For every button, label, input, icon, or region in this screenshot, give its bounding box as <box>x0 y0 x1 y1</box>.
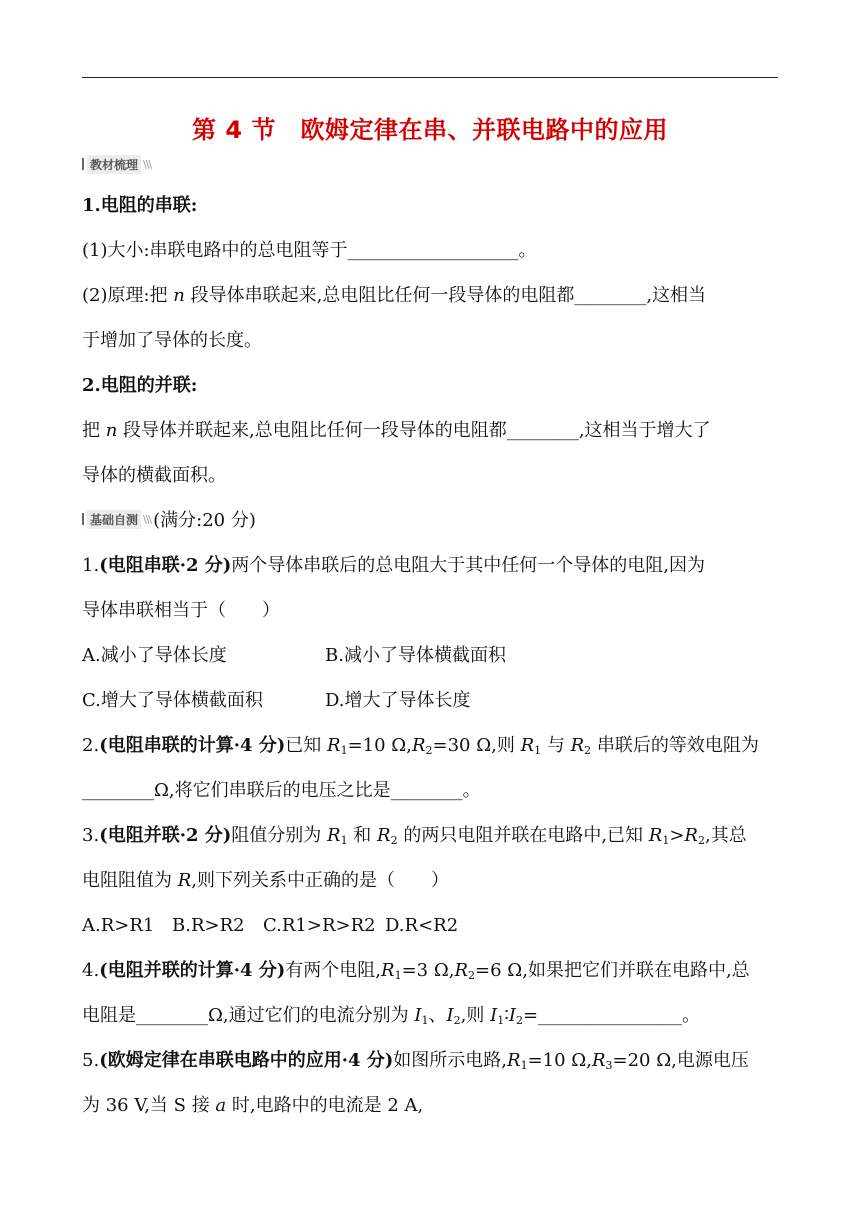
q3-option-b[interactable]: B.R>R2 <box>172 915 245 936</box>
series-principle-line-2: 于增加了导体的长度。 <box>82 330 262 351</box>
q1-option-b[interactable]: B.减小了导体横截面积 <box>325 645 506 666</box>
section-title: 第 4 节 欧姆定律在串、并联电路中的应用 <box>192 116 668 144</box>
question-4-line-2: 电阻是________Ω,通过它们的电流分别为 $I_1$、$I_2$,则 $I_1∶I_2=\_\_\_\_\_\_\_\_\_\_\_\_\_\_\_\_$。 <box>82 1005 701 1027</box>
question-4: 4.(电阻并联的计算·4 分)有两个电阻$,R_1=3$ $\Omega,R_2=6$ Ω,如果把它们并联在电路中,总 <box>82 960 750 982</box>
question-tag: (电阻串联·2 分) <box>99 555 232 576</box>
question-tag: (电阻并联·2 分) <box>99 825 232 846</box>
q1-option-c[interactable]: C.增大了导体横截面积 <box>82 690 263 711</box>
parallel-line: 把 n 段导体并联起来,总电阻比任何一段导体的电阻都________,这相当于增大了 <box>82 420 711 441</box>
question-2: 2.(电阻串联的计算·4 分)已知 $R_1=10$ $\Omega,R_2=30$ Ω,则 $R_1$ 与 $R_2$ 串联后的等效电阻为 <box>82 735 759 757</box>
question-5: 5.(欧姆定律在串联电路中的应用·4 分)如图所示电路$,R_1=10$ $\Omega,R_3=20$ Ω,电源电压 <box>82 1050 749 1072</box>
q3-option-d[interactable]: D.R<R2 <box>385 915 459 936</box>
question-1: 1.(电阻串联·2 分)两个导体串联后的总电阻大于其中任何一个导体的电阻,因为 <box>82 555 706 576</box>
q1-option-a[interactable]: A.减小了导体长度 <box>82 645 227 666</box>
q3-option-a[interactable]: A.R>R1 <box>82 915 155 936</box>
tag-basic-test <box>82 510 256 531</box>
series-size-line: (1)大小:串联电路中的总电阻等于___________________。 <box>82 240 537 261</box>
question-1-line-2: 导体串联相当于（ ） <box>82 600 280 621</box>
question-tag: (电阻串联的计算·4 分) <box>99 735 286 756</box>
q3-option-c[interactable]: C.R1>R>R2 <box>263 915 376 936</box>
tag-label: 基础自测 <box>87 510 141 529</box>
question-tag: (电阻并联的计算·4 分) <box>99 960 286 981</box>
question-tag: (欧姆定律在串联电路中的应用·4 分) <box>99 1050 394 1071</box>
tag-bar <box>82 158 84 170</box>
series-principle-line: (2)原理:把 n 段导体串联起来,总电阻比任何一段导体的电阻都________,这相当 <box>82 285 707 306</box>
tag-bar <box>82 513 84 525</box>
parallel-heading: 2.电阻的并联: <box>82 375 198 396</box>
tag-slashes: \\\ <box>143 157 152 171</box>
question-3-line-2: 电阻阻值为 R,则下列关系中正确的是（ ） <box>82 870 450 891</box>
parallel-line-2: 导体的横截面积。 <box>82 465 226 486</box>
series-heading: 1.电阻的串联: <box>82 195 198 216</box>
full-score: (满分:20 分) <box>153 510 256 531</box>
tag-label: 教材梳理 <box>87 155 141 174</box>
question-2-line-2: ________Ω,将它们串联后的电压之比是________。 <box>82 780 481 801</box>
q1-option-d[interactable]: D.增大了导体长度 <box>325 690 471 711</box>
top-rule <box>82 77 778 78</box>
question-5-line-2: 为 36 V,当 S 接 a 时,电路中的电流是 2 A, <box>82 1095 424 1116</box>
tag-slashes: \\\ <box>143 512 152 526</box>
question-3: 3.(电阻并联·2 分)阻值分别为 $R_1$ 和 $R_2$ 的两只电阻并联在电路中,已知 $R_1>R_2$,其总 <box>82 825 747 847</box>
tag-textbook-review <box>82 155 151 173</box>
